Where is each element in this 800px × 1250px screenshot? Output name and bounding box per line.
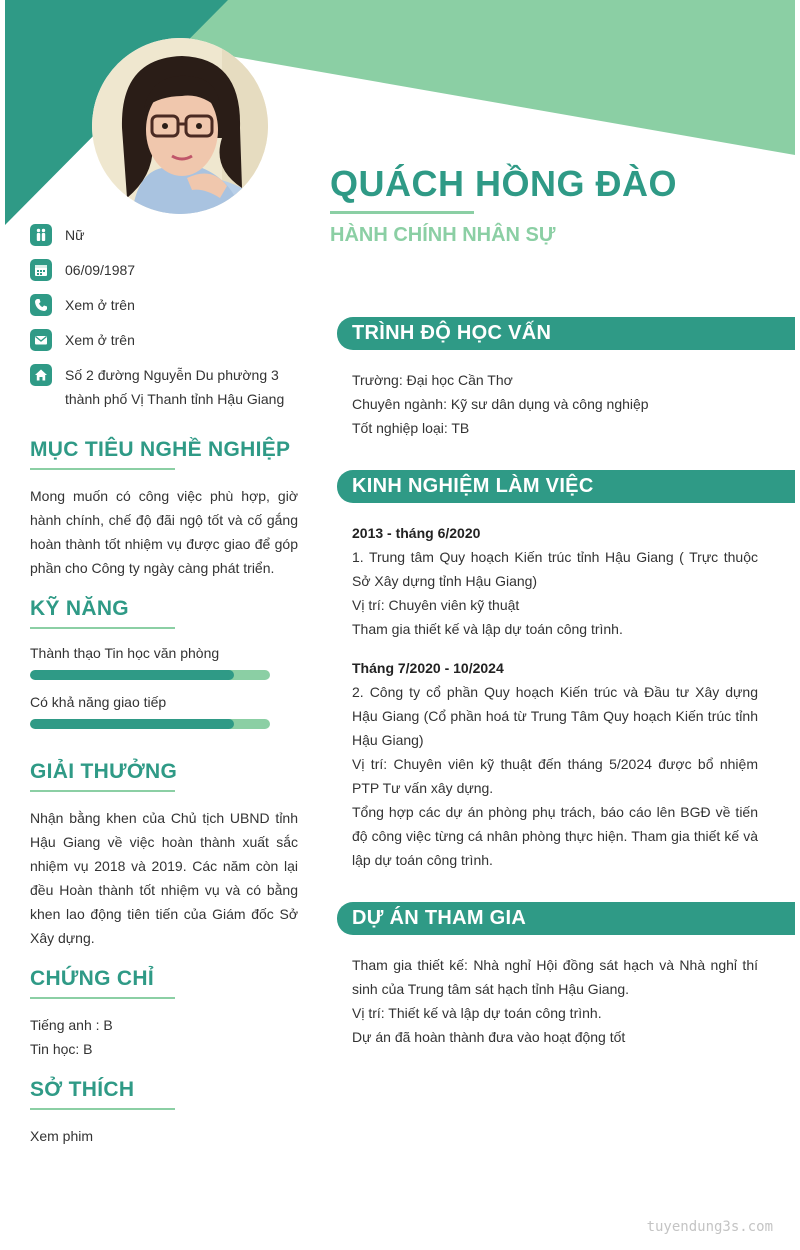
- phone-icon: [30, 294, 52, 316]
- contact-gender: [30, 224, 310, 247]
- objective-section: [30, 438, 298, 580]
- birthday-value: 06/09/1987: [65, 262, 136, 278]
- candidate-name: QUÁCH HỒNG ĐÀO: [330, 163, 677, 204]
- skills-underline: [30, 627, 175, 629]
- education-line: Trường: Đại học Cần Thơ: [352, 372, 513, 388]
- projects-heading: DỰ ÁN THAM GIA: [337, 902, 795, 935]
- experience-entry: [352, 656, 758, 872]
- experience-entry: [352, 521, 758, 641]
- skill-bar: [30, 719, 270, 729]
- calendar-icon: [30, 259, 52, 281]
- project-line: Tham gia thiết kế: Nhà nghỉ Hội đồng sát hạch và Nhà nghỉ thí sinh của Trung tâm sát hạch tỉnh Hậu Giang.: [352, 957, 758, 997]
- education-line: Chuyên ngành: Kỹ sư dân dụng và công nghiệp: [352, 396, 649, 412]
- objective-underline: [30, 468, 175, 470]
- certificates-section: [30, 967, 298, 1061]
- skill-level-fill: [30, 670, 234, 680]
- objective-heading: MỤC TIÊU NGHỀ NGHIỆP: [30, 438, 291, 461]
- project-line: Dự án đã hoàn thành đưa vào hoạt động tốt: [352, 1029, 626, 1045]
- skill-label: Có khả năng giao tiếp: [30, 694, 167, 710]
- phone-value: Xem ở trên: [65, 297, 135, 313]
- experience-date: Tháng 7/2020 - 10/2024: [352, 660, 504, 676]
- envelope-icon: [30, 329, 52, 351]
- name-underline: [330, 211, 474, 214]
- skill-item: [30, 643, 298, 680]
- hobbies-heading: SỞ THÍCH: [30, 1078, 135, 1101]
- skills-section: [30, 597, 298, 741]
- awards-underline: [30, 790, 175, 792]
- hobbies-section: [30, 1078, 298, 1148]
- experience-date: 2013 - tháng 6/2020: [352, 525, 481, 541]
- contact-phone: [30, 294, 310, 317]
- certificates-underline: [30, 997, 175, 999]
- experience-line: Vị trí: Chuyên viên kỹ thuật: [352, 597, 520, 613]
- gender-value: Nữ: [65, 227, 85, 243]
- objective-text: Mong muốn có công việc phù hợp, giờ hành chính, chế độ đãi ngộ tốt và cố gắng hoàn thành tốt nhiệm vụ được giao để góp phần cho Công ty ngày càng phát triển.: [30, 488, 298, 576]
- certificate-item: Tiếng anh : B: [30, 1017, 113, 1033]
- certificate-item: Tin học: B: [30, 1041, 93, 1057]
- hobbies-text: Xem phim: [30, 1128, 94, 1144]
- education-heading: TRÌNH ĐỘ HỌC VẤN: [337, 317, 795, 350]
- contact-birthday: [30, 259, 310, 282]
- skill-label: Thành thạo Tin học văn phòng: [30, 645, 220, 661]
- awards-section: [30, 760, 298, 950]
- experience-line: Vị trí: Chuyên viên kỹ thuật đến tháng 5/2024 được bổ nhiệm PTP Tư vấn xây dựng.: [352, 756, 758, 796]
- experience-line: 1. Trung tâm Quy hoạch Kiến trúc tỉnh Hậu Giang ( Trực thuộc Sở Xây dựng tỉnh Hậu Giang): [352, 549, 758, 589]
- certificates-heading: CHỨNG CHỈ: [30, 967, 154, 990]
- skill-level-fill: [30, 719, 234, 729]
- awards-text: Nhận bằng khen của Chủ tịch UBND tỉnh Hậu Giang về việc hoàn thành xuất sắc nhiệm vụ 2018 và 2019. Các năm còn lại đều Hoàn thành tốt nhiệm vụ và có bằng khen lao động tiên tiến của Giám đốc Sở Xây dựng.: [30, 810, 298, 946]
- project-line: Vị trí: Thiết kế và lập dự toán công trình.: [352, 1005, 602, 1021]
- awards-heading: GIẢI THƯỞNG: [30, 760, 178, 783]
- projects-content: [352, 953, 758, 1049]
- address-value: Số 2 đường Nguyễn Du phường 3 thành phố Vị Thanh tỉnh Hậu Giang: [65, 367, 285, 407]
- experience-content: [352, 521, 758, 872]
- skill-item: [30, 692, 298, 729]
- experience-heading: KINH NGHIỆM LÀM VIỆC: [337, 470, 795, 503]
- contact-info: [30, 224, 310, 423]
- education-content: [352, 368, 758, 440]
- experience-line: Tổng hợp các dự án phòng phụ trách, báo cáo lên BGĐ về tiến độ công việc từng cá nhân phòng thực hiện. Tham gia thiết kế và lập dự toán công trình.: [352, 804, 758, 868]
- watermark: tuyendung3s.com: [646, 1219, 773, 1235]
- avatar: [92, 38, 268, 214]
- job-title: HÀNH CHÍNH NHÂN SỰ: [330, 224, 556, 246]
- email-value: Xem ở trên: [65, 332, 135, 348]
- contact-email: [30, 329, 310, 352]
- home-icon: [30, 364, 52, 386]
- skill-bar: [30, 670, 270, 680]
- gender-icon: [30, 224, 52, 246]
- contact-address: [30, 364, 310, 411]
- hobbies-underline: [30, 1108, 175, 1110]
- education-line: Tốt nghiệp loại: TB: [352, 420, 470, 436]
- experience-line: 2. Công ty cổ phần Quy hoạch Kiến trúc và Đầu tư Xây dựng Hậu Giang (Cổ phần hoá từ Trung Tâm Quy hoạch Kiến trúc tỉnh Hậu Giang): [352, 684, 758, 748]
- experience-line: Tham gia thiết kế và lập dự toán công trình.: [352, 621, 623, 637]
- skills-heading: KỸ NĂNG: [30, 597, 129, 620]
